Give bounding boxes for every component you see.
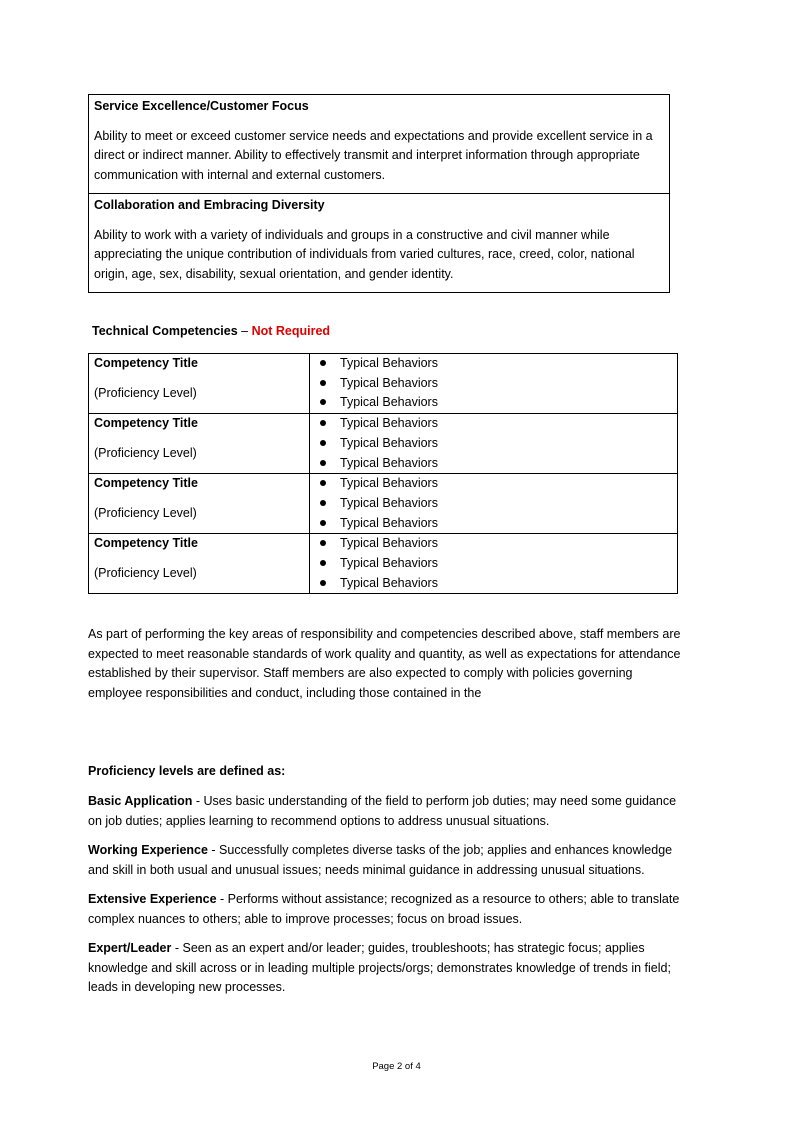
behaviors-list xyxy=(310,534,677,593)
proficiency-definition: - Uses basic understanding of the field to perform job duties; may need some guidance on job duties; applies learning to recommend options to address unusual situations. xyxy=(88,794,677,828)
behavior-item: Typical Behaviors xyxy=(320,554,677,574)
proficiency-term: Expert/Leader xyxy=(88,941,172,955)
proficiency-level: (Proficiency Level) xyxy=(94,385,197,400)
proficiency-term: Basic Application xyxy=(88,794,193,808)
technical-heading-label: Technical Competencies xyxy=(92,324,238,338)
core-competency-description: Ability to meet or exceed customer service needs and expectations and provide excellent service in a direct or indirect manner. Ability to effectively transmit and interpret information through appropriate communication with internal and external customers. xyxy=(94,128,653,182)
behavior-item: Typical Behaviors xyxy=(320,494,677,514)
core-competencies-box xyxy=(88,94,670,293)
proficiency-level-item xyxy=(88,841,690,880)
technical-competencies-table xyxy=(88,353,678,594)
competency-title-cell xyxy=(89,354,310,414)
technical-heading-dash: – xyxy=(237,324,252,338)
page-number-footer: Page 2 of 4 xyxy=(372,1061,421,1072)
competency-title-cell xyxy=(89,534,310,594)
table-row xyxy=(89,354,678,414)
behaviors-cell xyxy=(310,534,678,594)
behavior-item: Typical Behaviors xyxy=(320,374,677,394)
proficiency-level: (Proficiency Level) xyxy=(94,565,197,580)
table-row xyxy=(89,414,678,474)
behaviors-cell xyxy=(310,354,678,414)
core-competency-title: Service Excellence/Customer Focus xyxy=(94,99,309,113)
competency-title-cell xyxy=(89,474,310,534)
behavior-item: Typical Behaviors xyxy=(320,414,677,434)
proficiency-definition: - Seen as an expert and/or leader; guides, troubleshoots; has strategic focus; applies knowledge and skill across or in leading multiple projects/orgs; demonstrates knowledge of trends in field; leads in developing new processes. xyxy=(88,941,671,994)
behavior-item: Typical Behaviors xyxy=(320,434,677,454)
behavior-item: Typical Behaviors xyxy=(320,393,677,413)
competency-title-cell xyxy=(89,414,310,474)
behavior-item: Typical Behaviors xyxy=(320,574,677,594)
behaviors-list xyxy=(310,474,677,533)
proficiency-term: Working Experience xyxy=(88,843,208,857)
behaviors-list xyxy=(310,414,677,473)
table-row xyxy=(89,534,678,594)
proficiency-level-item xyxy=(88,890,690,929)
core-competency-title: Collaboration and Embracing Diversity xyxy=(94,198,325,212)
responsibility-paragraph: As part of performing the key areas of responsibility and competencies described above, staff members are expected to meet reasonable standards of work quality and quantity, as well as expectations for attendance established by their supervisor. Staff members are also expected to comply with policies governing employee responsibilities and conduct, including those contained in the xyxy=(88,627,681,700)
core-competency-item xyxy=(89,193,669,292)
proficiency-definition: - Successfully completes diverse tasks of the job; applies and enhances knowledge and skill in both usual and unusual issues; needs minimal guidance in addressing unusual situations. xyxy=(88,843,673,877)
proficiency-term: Extensive Experience xyxy=(88,892,217,906)
behavior-item: Typical Behaviors xyxy=(320,514,677,534)
behaviors-cell xyxy=(310,474,678,534)
proficiency-level: (Proficiency Level) xyxy=(94,445,197,460)
core-competency-description: Ability to work with a variety of individuals and groups in a constructive and civil manner while appreciating the unique contribution of individuals from varied cultures, race, creed, color, national origin, age, sex, disability, sexual orientation, and gender identity. xyxy=(94,227,635,281)
competency-title: Competency Title xyxy=(94,536,198,551)
competency-title: Competency Title xyxy=(94,416,198,431)
core-competency-item xyxy=(89,95,669,193)
proficiency-level-item xyxy=(88,939,690,998)
competency-title: Competency Title xyxy=(94,476,198,491)
proficiency-level: (Proficiency Level) xyxy=(94,505,197,520)
not-required-label: Not Required xyxy=(251,324,331,338)
proficiency-level-item xyxy=(88,792,690,831)
behaviors-list xyxy=(310,354,677,413)
table-row xyxy=(89,474,678,534)
competency-title: Competency Title xyxy=(94,356,198,370)
proficiency-levels-list xyxy=(88,792,690,1008)
behaviors-cell xyxy=(310,414,678,474)
behavior-item: Typical Behaviors xyxy=(320,454,677,474)
proficiency-heading: Proficiency levels are defined as: xyxy=(88,764,286,778)
proficiency-definition: - Performs without assistance; recognized as a resource to others; able to translate complex nuances to others; able to improve processes; focus on broad issues. xyxy=(88,892,680,926)
behavior-item: Typical Behaviors xyxy=(320,534,677,554)
behavior-item: Typical Behaviors xyxy=(320,354,677,374)
technical-competencies-heading xyxy=(92,322,330,342)
behavior-item: Typical Behaviors xyxy=(320,474,677,494)
